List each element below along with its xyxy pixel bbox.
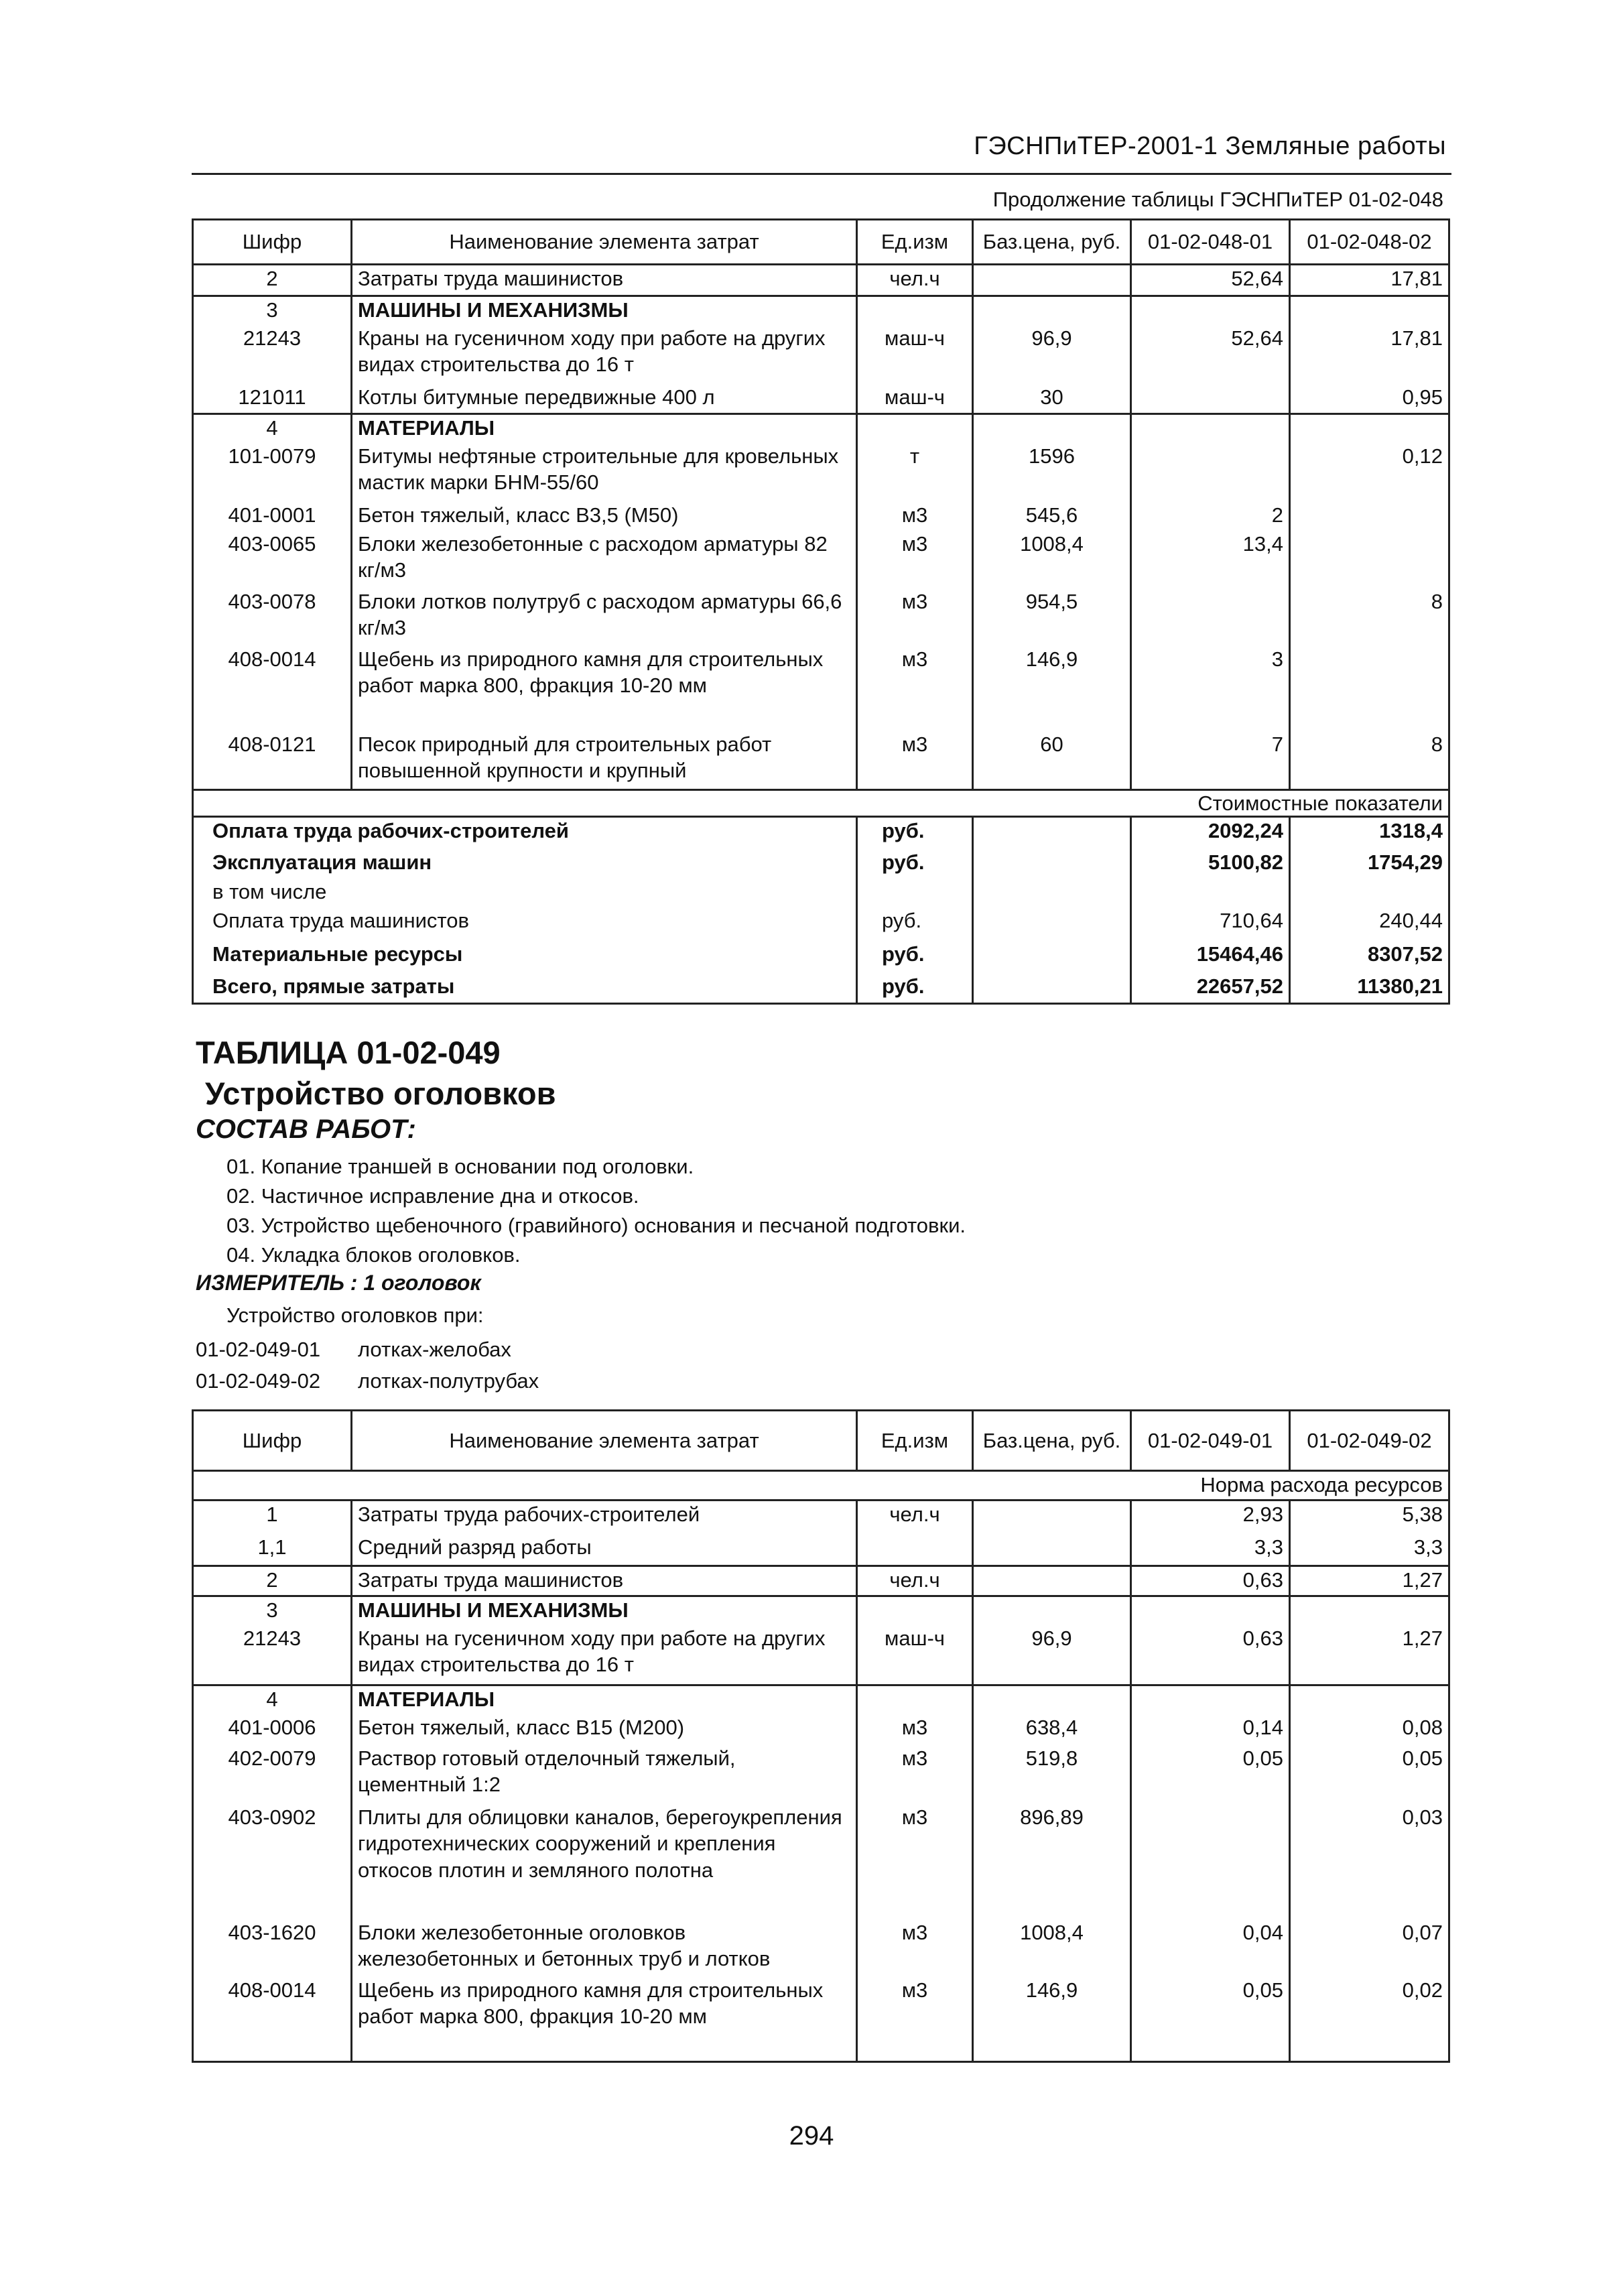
row-v1: 52,64 [1131, 325, 1290, 384]
row-v1: 0,14 [1131, 1714, 1290, 1745]
table-row [193, 1977, 1449, 2062]
row-code: 4 [193, 414, 352, 443]
row-v2: 8 [1290, 588, 1449, 646]
row-name-line: цементный 1:2 [358, 1773, 501, 1797]
row-unit: м3 [857, 1804, 973, 1919]
cost-v2: 8307,52 [1290, 941, 1449, 973]
row-unit: маш-ч [857, 325, 973, 384]
table-row [193, 1625, 1449, 1685]
cost-row [193, 907, 1449, 941]
measure-unit: ИЗМЕРИТЕЛЬ : 1 оголовок [196, 1271, 481, 1295]
row-code: 2 [193, 265, 352, 296]
cost-v1: 5100,82 [1131, 849, 1290, 879]
row-name-line: Песок природный для строительных работ [358, 732, 772, 756]
table-row [193, 1919, 1449, 1977]
row-name-line: кг/м3 [358, 558, 407, 582]
row-unit: т [857, 443, 973, 502]
cost-label: Оплата труда машинистов [193, 907, 857, 941]
col-header-v2: 01-02-049-02 [1290, 1411, 1449, 1471]
row-v2: 3,3 [1290, 1534, 1449, 1566]
row-v1: 52,64 [1131, 265, 1290, 296]
cost-row [193, 817, 1449, 849]
row-price: 1008,4 [973, 531, 1131, 588]
row-v2: 5,38 [1290, 1501, 1449, 1534]
cost-unit: руб. [857, 941, 973, 973]
norm-header-row [193, 1471, 1449, 1501]
table-row [193, 646, 1449, 731]
cost-row [193, 973, 1449, 1004]
row-name: Котлы битумные передвижные 400 л [352, 384, 857, 414]
cost-v1: 22657,52 [1131, 973, 1290, 1004]
row-code: 1,1 [193, 1534, 352, 1566]
row-name-line: железобетонных и бетонных труб и лотков [358, 1947, 771, 1971]
table-row [193, 588, 1449, 646]
row-v1: 0,63 [1131, 1566, 1290, 1596]
row-name-line: Щебень из природного камня для строительных [358, 647, 824, 671]
table-row [193, 731, 1449, 790]
row-v2: 17,81 [1290, 325, 1449, 384]
row-code: 2 [193, 1566, 352, 1596]
section-row [193, 1685, 1449, 1714]
col-header-unit: Ед.изм [857, 220, 973, 265]
table-subtitle: Устройство оголовков [205, 1076, 556, 1111]
row-v2: 0,02 [1290, 1977, 1449, 2062]
col-header-v2: 01-02-048-02 [1290, 220, 1449, 265]
row-unit: м3 [857, 1977, 973, 2062]
section-row [193, 1596, 1449, 1625]
work-item: 03. Устройство щебеночного (гравийного) основания и песчаной подготовки. [226, 1214, 966, 1237]
table-row [193, 265, 1449, 296]
row-unit: маш-ч [857, 1625, 973, 1685]
row-name-line: Щебень из природного камня для строительных [358, 1978, 824, 2002]
row-unit: чел.ч [857, 1501, 973, 1534]
cost-label: Всего, прямые затраты [193, 973, 857, 1004]
row-code: 403-0065 [193, 531, 352, 588]
table-row [193, 1534, 1449, 1566]
header-rule [192, 173, 1451, 175]
table-row [193, 1745, 1449, 1804]
row-code: 3 [193, 1596, 352, 1625]
cost-label: Эксплуатация машин [193, 849, 857, 879]
page-number: 294 [789, 2121, 834, 2151]
table-row [193, 531, 1449, 588]
row-v2 [1290, 502, 1449, 531]
row-v1 [1131, 384, 1290, 414]
row-unit: чел.ч [857, 265, 973, 296]
row-name-line: Краны на гусеничном ходу при работе на других [358, 1626, 826, 1650]
col-header-name: Наименование элемента затрат [352, 1411, 857, 1471]
cost-row [193, 879, 1449, 907]
row-price: 519,8 [973, 1745, 1131, 1804]
cost-header-row [193, 790, 1449, 817]
row-v1: 2 [1131, 502, 1290, 531]
row-v2: 1,27 [1290, 1625, 1449, 1685]
row-price [973, 1534, 1131, 1566]
col-header-unit: Ед.изм [857, 1411, 973, 1471]
section-row [193, 296, 1449, 325]
cost-label: Материальные ресурсы [193, 941, 857, 973]
row-v2: 0,12 [1290, 443, 1449, 502]
row-name-line: откосов плотин и земляного полотна [358, 1858, 714, 1882]
cost-row [193, 941, 1449, 973]
row-v1: 3,3 [1131, 1534, 1290, 1566]
row-v1 [1131, 588, 1290, 646]
row-v2 [1290, 531, 1449, 588]
row-name-line: Блоки железобетонные с расходом арматуры 82 [358, 531, 828, 556]
row-name-line: Плиты для облицовки каналов, берегоукрепления [358, 1805, 842, 1829]
row-name: Затраты труда машинистов [352, 265, 857, 296]
row-code: 401-0006 [193, 1714, 352, 1745]
row-name: Затраты труда рабочих-строителей [352, 1501, 857, 1534]
table-row [193, 1501, 1449, 1534]
row-price: 1008,4 [973, 1919, 1131, 1977]
col-header-code: Шифр [193, 1411, 352, 1471]
table-header-row [193, 1411, 1449, 1471]
section-title: МАТЕРИАЛЫ [352, 414, 857, 443]
row-v2: 0,03 [1290, 1804, 1449, 1919]
row-v2 [1290, 646, 1449, 731]
row-unit: м3 [857, 588, 973, 646]
row-name: Бетон тяжелый, класс В15 (М200) [352, 1714, 857, 1745]
col-header-price: Баз.цена, руб. [973, 220, 1131, 265]
row-v1: 0,04 [1131, 1919, 1290, 1977]
row-code: 21243 [193, 1625, 352, 1685]
section-row [193, 414, 1449, 443]
row-name: Затраты труда машинистов [352, 1566, 857, 1596]
row-v2: 0,95 [1290, 384, 1449, 414]
cost-label: в том числе [193, 879, 857, 907]
row-v1: 7 [1131, 731, 1290, 790]
variants-intro: Устройство оголовков при: [226, 1303, 484, 1327]
row-name-line: Битумы нефтяные строительные для кровельных [358, 444, 839, 468]
row-code: 408-0014 [193, 646, 352, 731]
row-v2: 0,08 [1290, 1714, 1449, 1745]
table-row [193, 443, 1449, 502]
row-code: 101-0079 [193, 443, 352, 502]
row-name-line: Краны на гусеничном ходу при работе на других [358, 326, 826, 350]
row-price: 96,9 [973, 325, 1131, 384]
row-v1: 3 [1131, 646, 1290, 731]
table-row [193, 1714, 1449, 1745]
row-name: Бетон тяжелый, класс В3,5 (М50) [352, 502, 857, 531]
variant-text: лотках-полутрубах [358, 1369, 539, 1393]
cost-unit: руб. [857, 849, 973, 879]
row-code: 4 [193, 1685, 352, 1714]
table-title: ТАБЛИЦА 01-02-049 [196, 1035, 501, 1070]
row-name-line: работ марка 800, фракция 10-20 мм [358, 674, 707, 698]
cost-v2: 1318,4 [1290, 817, 1449, 849]
row-code: 403-1620 [193, 1919, 352, 1977]
variant-text: лотках-желобах [358, 1338, 511, 1361]
row-code: 121011 [193, 384, 352, 414]
continuation-note: Продолжение таблицы ГЭСНПиТЕР 01-02-048 [992, 188, 1443, 211]
cost-v2: 240,44 [1290, 907, 1449, 941]
row-unit: чел.ч [857, 1566, 973, 1596]
row-unit: м3 [857, 502, 973, 531]
row-unit: маш-ч [857, 384, 973, 414]
table-row [193, 1804, 1449, 1919]
cost-v1: 710,64 [1131, 907, 1290, 941]
row-v1: 2,93 [1131, 1501, 1290, 1534]
row-v2: 0,07 [1290, 1919, 1449, 1977]
cost-label: Оплата труда рабочих-строителей [193, 817, 857, 849]
row-price: 146,9 [973, 646, 1131, 731]
row-unit: м3 [857, 646, 973, 731]
row-code: 21243 [193, 325, 352, 384]
norm-header: Норма расхода ресурсов [193, 1471, 1449, 1501]
row-v1 [1131, 1804, 1290, 1919]
row-name-line: Блоки железобетонные оголовков [358, 1920, 686, 1944]
row-unit: м3 [857, 1745, 973, 1804]
cost-unit: руб. [857, 817, 973, 849]
row-v2: 0,05 [1290, 1745, 1449, 1804]
work-heading: СОСТАВ РАБОТ: [196, 1114, 416, 1144]
table-row [193, 502, 1449, 531]
row-price [973, 1566, 1131, 1596]
cost-v1: 2092,24 [1131, 817, 1290, 849]
row-name-line: видах строительства до 16 т [358, 353, 634, 377]
row-unit: м3 [857, 1714, 973, 1745]
variant-code: 01-02-049-02 [196, 1369, 321, 1393]
row-name-line: повышенной крупности и крупный [358, 759, 687, 783]
row-price: 954,5 [973, 588, 1131, 646]
row-unit [857, 1534, 973, 1566]
row-price: 30 [973, 384, 1131, 414]
row-price: 146,9 [973, 1977, 1131, 2062]
work-item: 04. Укладка блоков оголовков. [226, 1243, 521, 1267]
row-code: 1 [193, 1501, 352, 1534]
row-code: 402-0079 [193, 1745, 352, 1804]
section-title: МАШИНЫ И МЕХАНИЗМЫ [352, 296, 857, 325]
row-price: 545,6 [973, 502, 1131, 531]
running-title: ГЭСНПиТЕР-2001-1 Земляные работы [974, 132, 1446, 160]
table-row [193, 325, 1449, 384]
row-price: 638,4 [973, 1714, 1131, 1745]
col-header-name: Наименование элемента затрат [352, 220, 857, 265]
row-price [973, 1501, 1131, 1534]
row-code: 403-0902 [193, 1804, 352, 1919]
row-name-line: видах строительства до 16 т [358, 1653, 634, 1677]
table-header-row [193, 220, 1449, 265]
cost-row [193, 849, 1449, 879]
cost-v1: 15464,46 [1131, 941, 1290, 973]
row-code: 3 [193, 296, 352, 325]
work-item: 02. Частичное исправление дна и откосов. [226, 1184, 639, 1208]
row-price: 1596 [973, 443, 1131, 502]
row-price: 96,9 [973, 1625, 1131, 1685]
row-name-line: гидротехнических сооружений и крепления [358, 1832, 776, 1856]
cost-v2: 11380,21 [1290, 973, 1449, 1004]
row-name: Средний разряд работы [352, 1534, 857, 1566]
cost-header: Стоимостные показатели [193, 790, 1449, 817]
row-v2: 8 [1290, 731, 1449, 790]
row-name-line: кг/м3 [358, 616, 407, 640]
row-price [973, 265, 1131, 296]
cost-unit: руб. [857, 973, 973, 1004]
row-code: 401-0001 [193, 502, 352, 531]
row-v1 [1131, 443, 1290, 502]
col-header-v1: 01-02-049-01 [1131, 1411, 1290, 1471]
row-name-line: Раствор готовый отделочный тяжелый, [358, 1746, 736, 1770]
row-price: 896,89 [973, 1804, 1131, 1919]
row-v2: 1,27 [1290, 1566, 1449, 1596]
row-price: 60 [973, 731, 1131, 790]
row-v1: 0,05 [1131, 1977, 1290, 2062]
col-header-code: Шифр [193, 220, 352, 265]
section-title: МАШИНЫ И МЕХАНИЗМЫ [352, 1596, 857, 1625]
table-01-02-048 [192, 218, 1450, 1005]
row-v1: 0,63 [1131, 1625, 1290, 1685]
section-title: МАТЕРИАЛЫ [352, 1685, 857, 1714]
row-v1: 13,4 [1131, 531, 1290, 588]
table-row [193, 384, 1449, 414]
row-unit: м3 [857, 731, 973, 790]
row-name-line: мастик марки БНМ-55/60 [358, 470, 599, 495]
col-header-v1: 01-02-048-01 [1131, 220, 1290, 265]
col-header-price: Баз.цена, руб. [973, 1411, 1131, 1471]
row-code: 403-0078 [193, 588, 352, 646]
work-item: 01. Копание траншей в основании под оголовки. [226, 1155, 694, 1178]
row-name-line: Блоки лотков полутруб с расходом арматуры 66,6 [358, 589, 842, 613]
row-v1: 0,05 [1131, 1745, 1290, 1804]
variant-code: 01-02-049-01 [196, 1338, 321, 1361]
row-code: 408-0014 [193, 1977, 352, 2062]
row-v2: 17,81 [1290, 265, 1449, 296]
table-row [193, 1566, 1449, 1596]
cost-unit: руб. [857, 907, 973, 941]
table-01-02-049 [192, 1409, 1450, 2063]
cost-v2: 1754,29 [1290, 849, 1449, 879]
row-unit: м3 [857, 531, 973, 588]
row-name-line: работ марка 800, фракция 10-20 мм [358, 2004, 707, 2029]
row-code: 408-0121 [193, 731, 352, 790]
row-unit: м3 [857, 1919, 973, 1977]
